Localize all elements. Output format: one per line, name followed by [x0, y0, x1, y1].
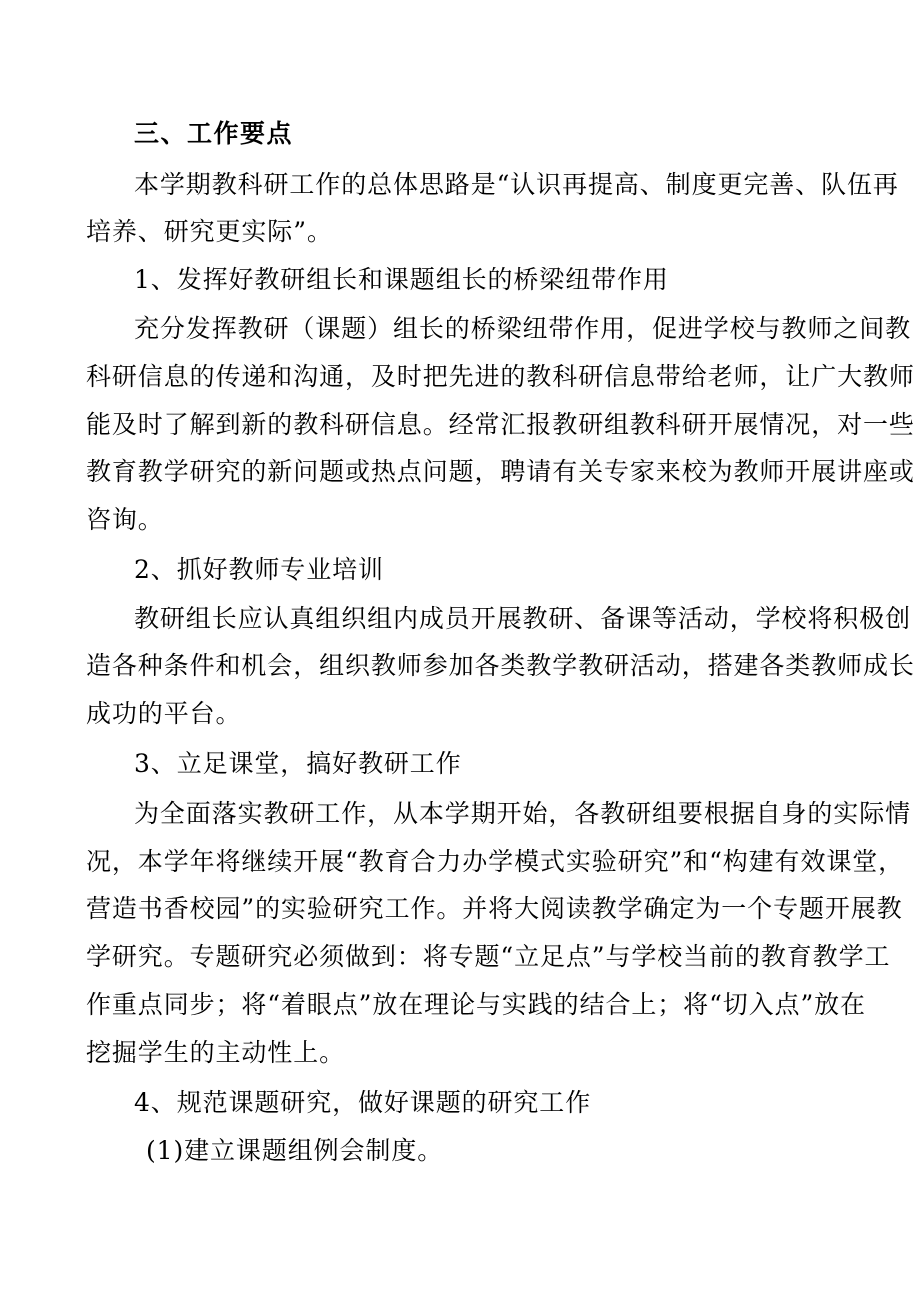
item1-line-2: 科研信息的传递和沟通，及时把先进的教科研信息带给老师，让广大教师 — [86, 362, 915, 391]
item2-title: 2、抓好教师专业培训 — [134, 555, 384, 584]
item2-line-1: 教研组长应认真组织组内成员开展教研、备课等活动，学校将积极创 — [134, 604, 912, 633]
item3-title: 3、立足课堂，搞好教研工作 — [134, 749, 462, 778]
section-title: 三、工作要点 — [134, 119, 294, 148]
item3-line-2: 况，本学年将继续开展“教育合力办学模式实验研究”和“构建有效课堂， — [86, 847, 905, 876]
item4-sub-1: (1)建立课题组例会制度。 — [146, 1136, 444, 1165]
item3-line-4: 学研究。专题研究必须做到：将专题“立足点”与学校当前的教育教学工 — [86, 942, 891, 971]
item4-title: 4、规范课题研究，做好课题的研究工作 — [134, 1088, 592, 1117]
item1-line-5: 咨询。 — [86, 505, 164, 534]
item3-line-5: 作重点同步；将“着眼点”放在理论与实践的结合上；将“切入点”放在 — [86, 990, 866, 1019]
item3-line-1: 为全面落实教研工作，从本学期开始，各教研组要根据自身的实际情 — [134, 799, 912, 828]
item2-line-3: 成功的平台。 — [86, 699, 242, 728]
item3-line-6: 挖掘学生的主动性上。 — [86, 1038, 346, 1067]
intro-line-2: 培养、研究更实际”。 — [86, 217, 333, 246]
item1-line-4: 教育教学研究的新问题或热点问题，聘请有关专家来校为教师开展讲座或 — [86, 457, 915, 486]
item1-line-3: 能及时了解到新的教科研信息。经常汇报教研组教科研开展情况，对一些 — [86, 410, 915, 439]
item1-line-1: 充分发挥教研（课题）组长的桥梁纽带作用，促进学校与教师之间教 — [134, 314, 912, 343]
item2-line-2: 造各种条件和机会，组织教师参加各类教学教研活动，搭建各类教师成长 — [86, 651, 915, 680]
item1-title: 1、发挥好教研组长和课题组长的桥梁纽带作用 — [134, 265, 669, 294]
intro-line-1: 本学期教科研工作的总体思路是“认识再提高、制度更完善、队伍再 — [134, 170, 899, 199]
item3-line-3: 营造书香校园”的实验研究工作。并将大阅读教学确定为一个专题开展教 — [86, 894, 903, 923]
